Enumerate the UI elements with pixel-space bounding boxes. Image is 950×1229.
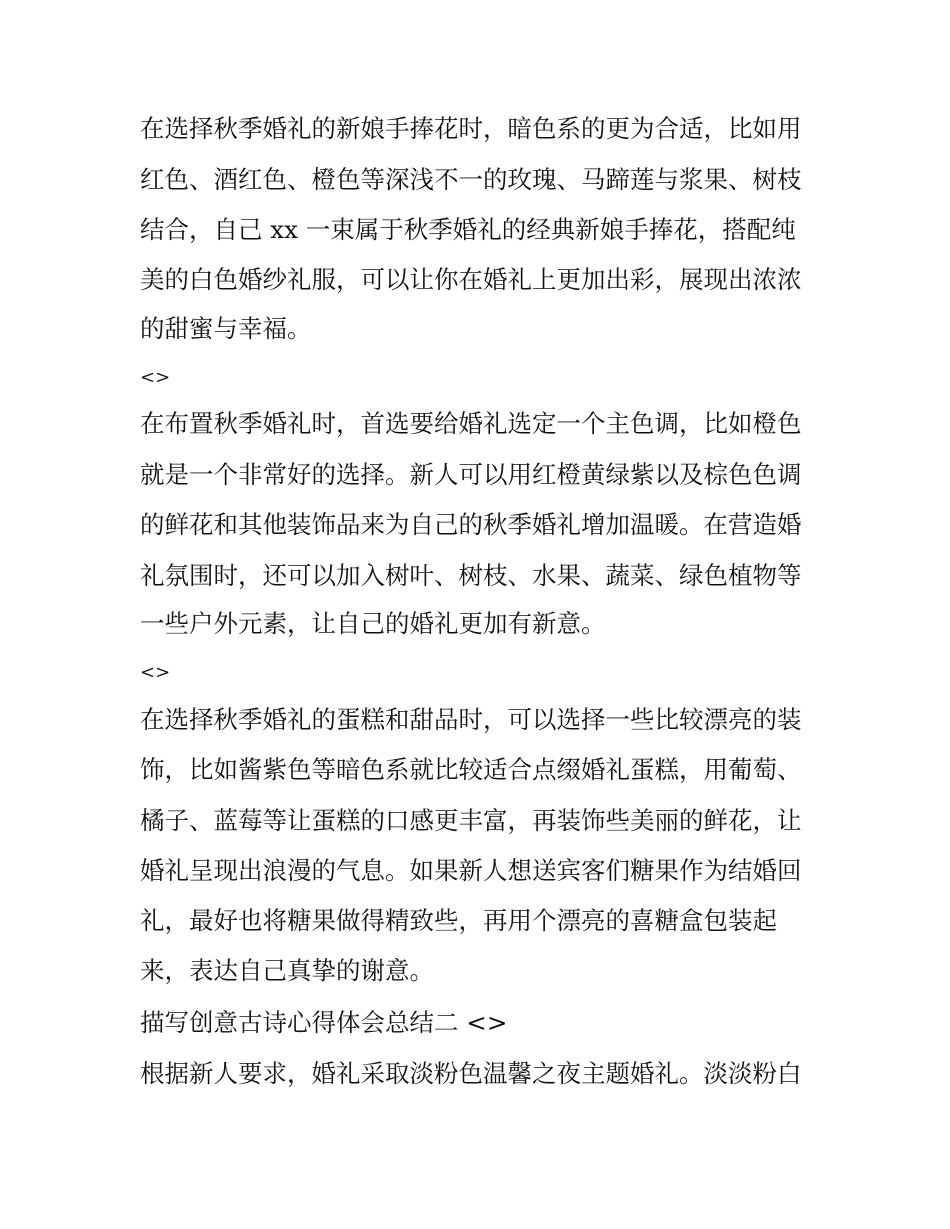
paragraph-line: 礼氛围时，还可以加入树叶、树枝、水果、蔬菜、绿色植物等 [140, 561, 802, 590]
paragraph-line: 一些户外元素，让自己的婚礼更加有新意。 [140, 609, 606, 638]
paragraph-line: 在布置秋季婚礼时，首选要给婚礼选定一个主色调，比如橙色 [140, 409, 802, 438]
paragraph-line: 结合，自己 xx 一束属于秋季婚礼的经典新娘手捧花，搭配纯 [140, 215, 796, 244]
section-heading: 描写创意古诗心得体会总结二 <> [140, 1008, 508, 1037]
paragraph-line: 婚礼呈现出浪漫的气息。如果新人想送宾客们糖果作为结婚回 [140, 856, 802, 885]
separator-marker: <> [140, 367, 171, 388]
paragraph-line: 根据新人要求，婚礼采取淡粉色温馨之夜主题婚礼。淡淡粉白 [140, 1059, 802, 1088]
paragraph-line: 美的白色婚纱礼服，可以让你在婚礼上更加出彩，展现出浓浓 [140, 265, 802, 294]
paragraph-line: 的甜蜜与幸福。 [140, 314, 312, 343]
paragraph-line: 在选择秋季婚礼的新娘手捧花时，暗色系的更为合适，比如用 [140, 114, 802, 143]
paragraph-line: 就是一个非常好的选择。新人可以用红橙黄绿紫以及棕色色调 [140, 460, 802, 489]
paragraph-line: 礼，最好也将糖果做得精致些，再用个漂亮的喜糖盒包装起 [140, 906, 777, 935]
paragraph-line: 的鲜花和其他装饰品来为自己的秋季婚礼增加温暖。在营造婚 [140, 510, 802, 539]
paragraph-line: 橘子、蓝莓等让蛋糕的口感更丰富，再装饰些美丽的鲜花，让 [140, 806, 802, 835]
paragraph-line: 红色、酒红色、橙色等深浅不一的玫瑰、马蹄莲与浆果、树枝 [140, 165, 802, 194]
paragraph-line: 来，表达自己真挚的谢意。 [140, 956, 434, 985]
separator-marker: <> [140, 662, 171, 683]
paragraph-line: 在选择秋季婚礼的蛋糕和甜品时，可以选择一些比较漂亮的装 [140, 705, 802, 734]
paragraph-line: 饰，比如酱紫色等暗色系就比较适合点缀婚礼蛋糕，用葡萄、 [140, 755, 802, 784]
